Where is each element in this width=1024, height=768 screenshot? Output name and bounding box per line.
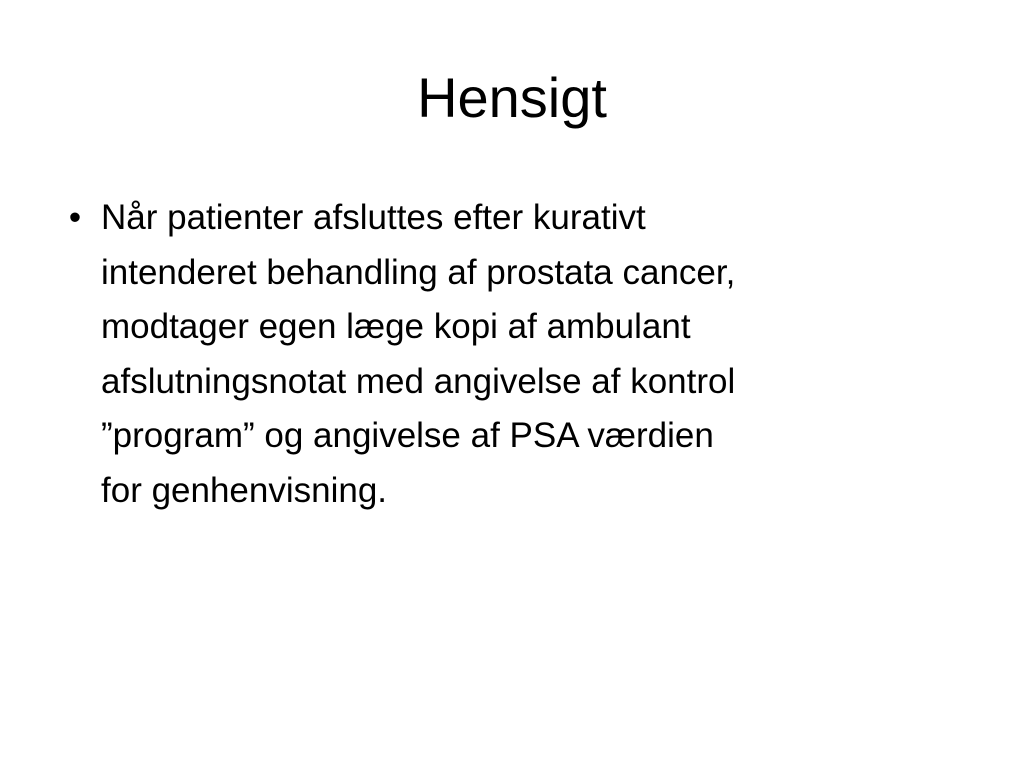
bullet-marker-icon: • [68,198,82,237]
bullet-item [60,191,960,518]
bullet-line: Når patienter afsluttes efter kurativt [101,198,646,237]
bullet-list [60,191,960,518]
bullet-line: afslutningsnotat med angivelse af kontrol [101,361,736,401]
bullet-line: ”program” og angivelse af PSA værdien [101,416,714,455]
bullet-line: modtager egen læge kopi af ambulant [101,307,691,346]
bullet-line: for genhenvisning. [101,470,388,510]
slide-title: Hensigt [417,66,607,129]
bullet-line: intenderet behandling af prostata cancer, [101,252,736,292]
